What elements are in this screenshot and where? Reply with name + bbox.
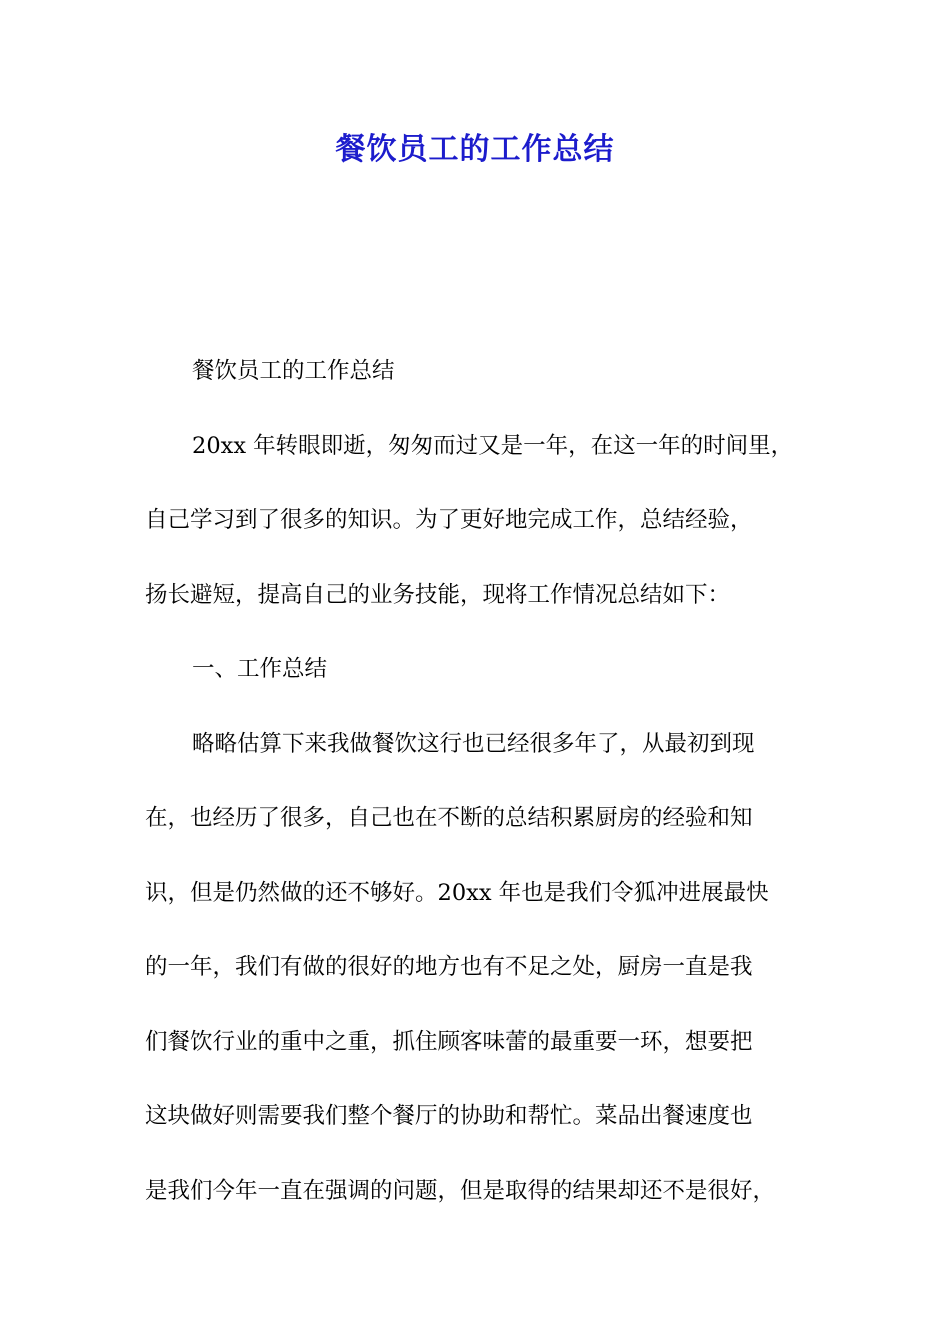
section-heading: 一、工作总结 [192, 656, 328, 682]
body-line: 餐饮员工的工作总结 [192, 358, 395, 384]
body-line: 是我们今年一直在强调的问题，但是取得的结果却还不是很好， [145, 1177, 776, 1204]
body-line: 识，但是仍然做的还不够好。20xx 年也是我们令狐冲进展最快 [145, 879, 769, 906]
body-line: 在，也经历了很多，自己也在不断的总结积累厨房的经验和知 [145, 805, 753, 831]
body-line: 自己学习到了很多的知识。为了更好地完成工作，总结经验， [145, 507, 753, 533]
body-line: 20xx 年转眼即逝，匆匆而过又是一年，在这一年的时间里， [192, 432, 794, 459]
body-line: 们餐饮行业的重中之重，抓住顾客味蕾的最重要一环，想要把 [145, 1028, 753, 1055]
body-line: 扬长避短，提高自己的业务技能，现将工作情况总结如下： [145, 581, 731, 608]
document-title: 餐饮员工的工作总结 [335, 132, 615, 167]
body-line: 略略估算下来我做餐饮这行也已经很多年了，从最初到现 [192, 730, 755, 757]
body-line: 的一年，我们有做的很好的地方也有不足之处，厨房一直是我 [145, 954, 753, 980]
body-line: 这块做好则需要我们整个餐厅的协助和帮忙。菜品出餐速度也 [145, 1103, 753, 1129]
document-body [145, 334, 825, 1228]
